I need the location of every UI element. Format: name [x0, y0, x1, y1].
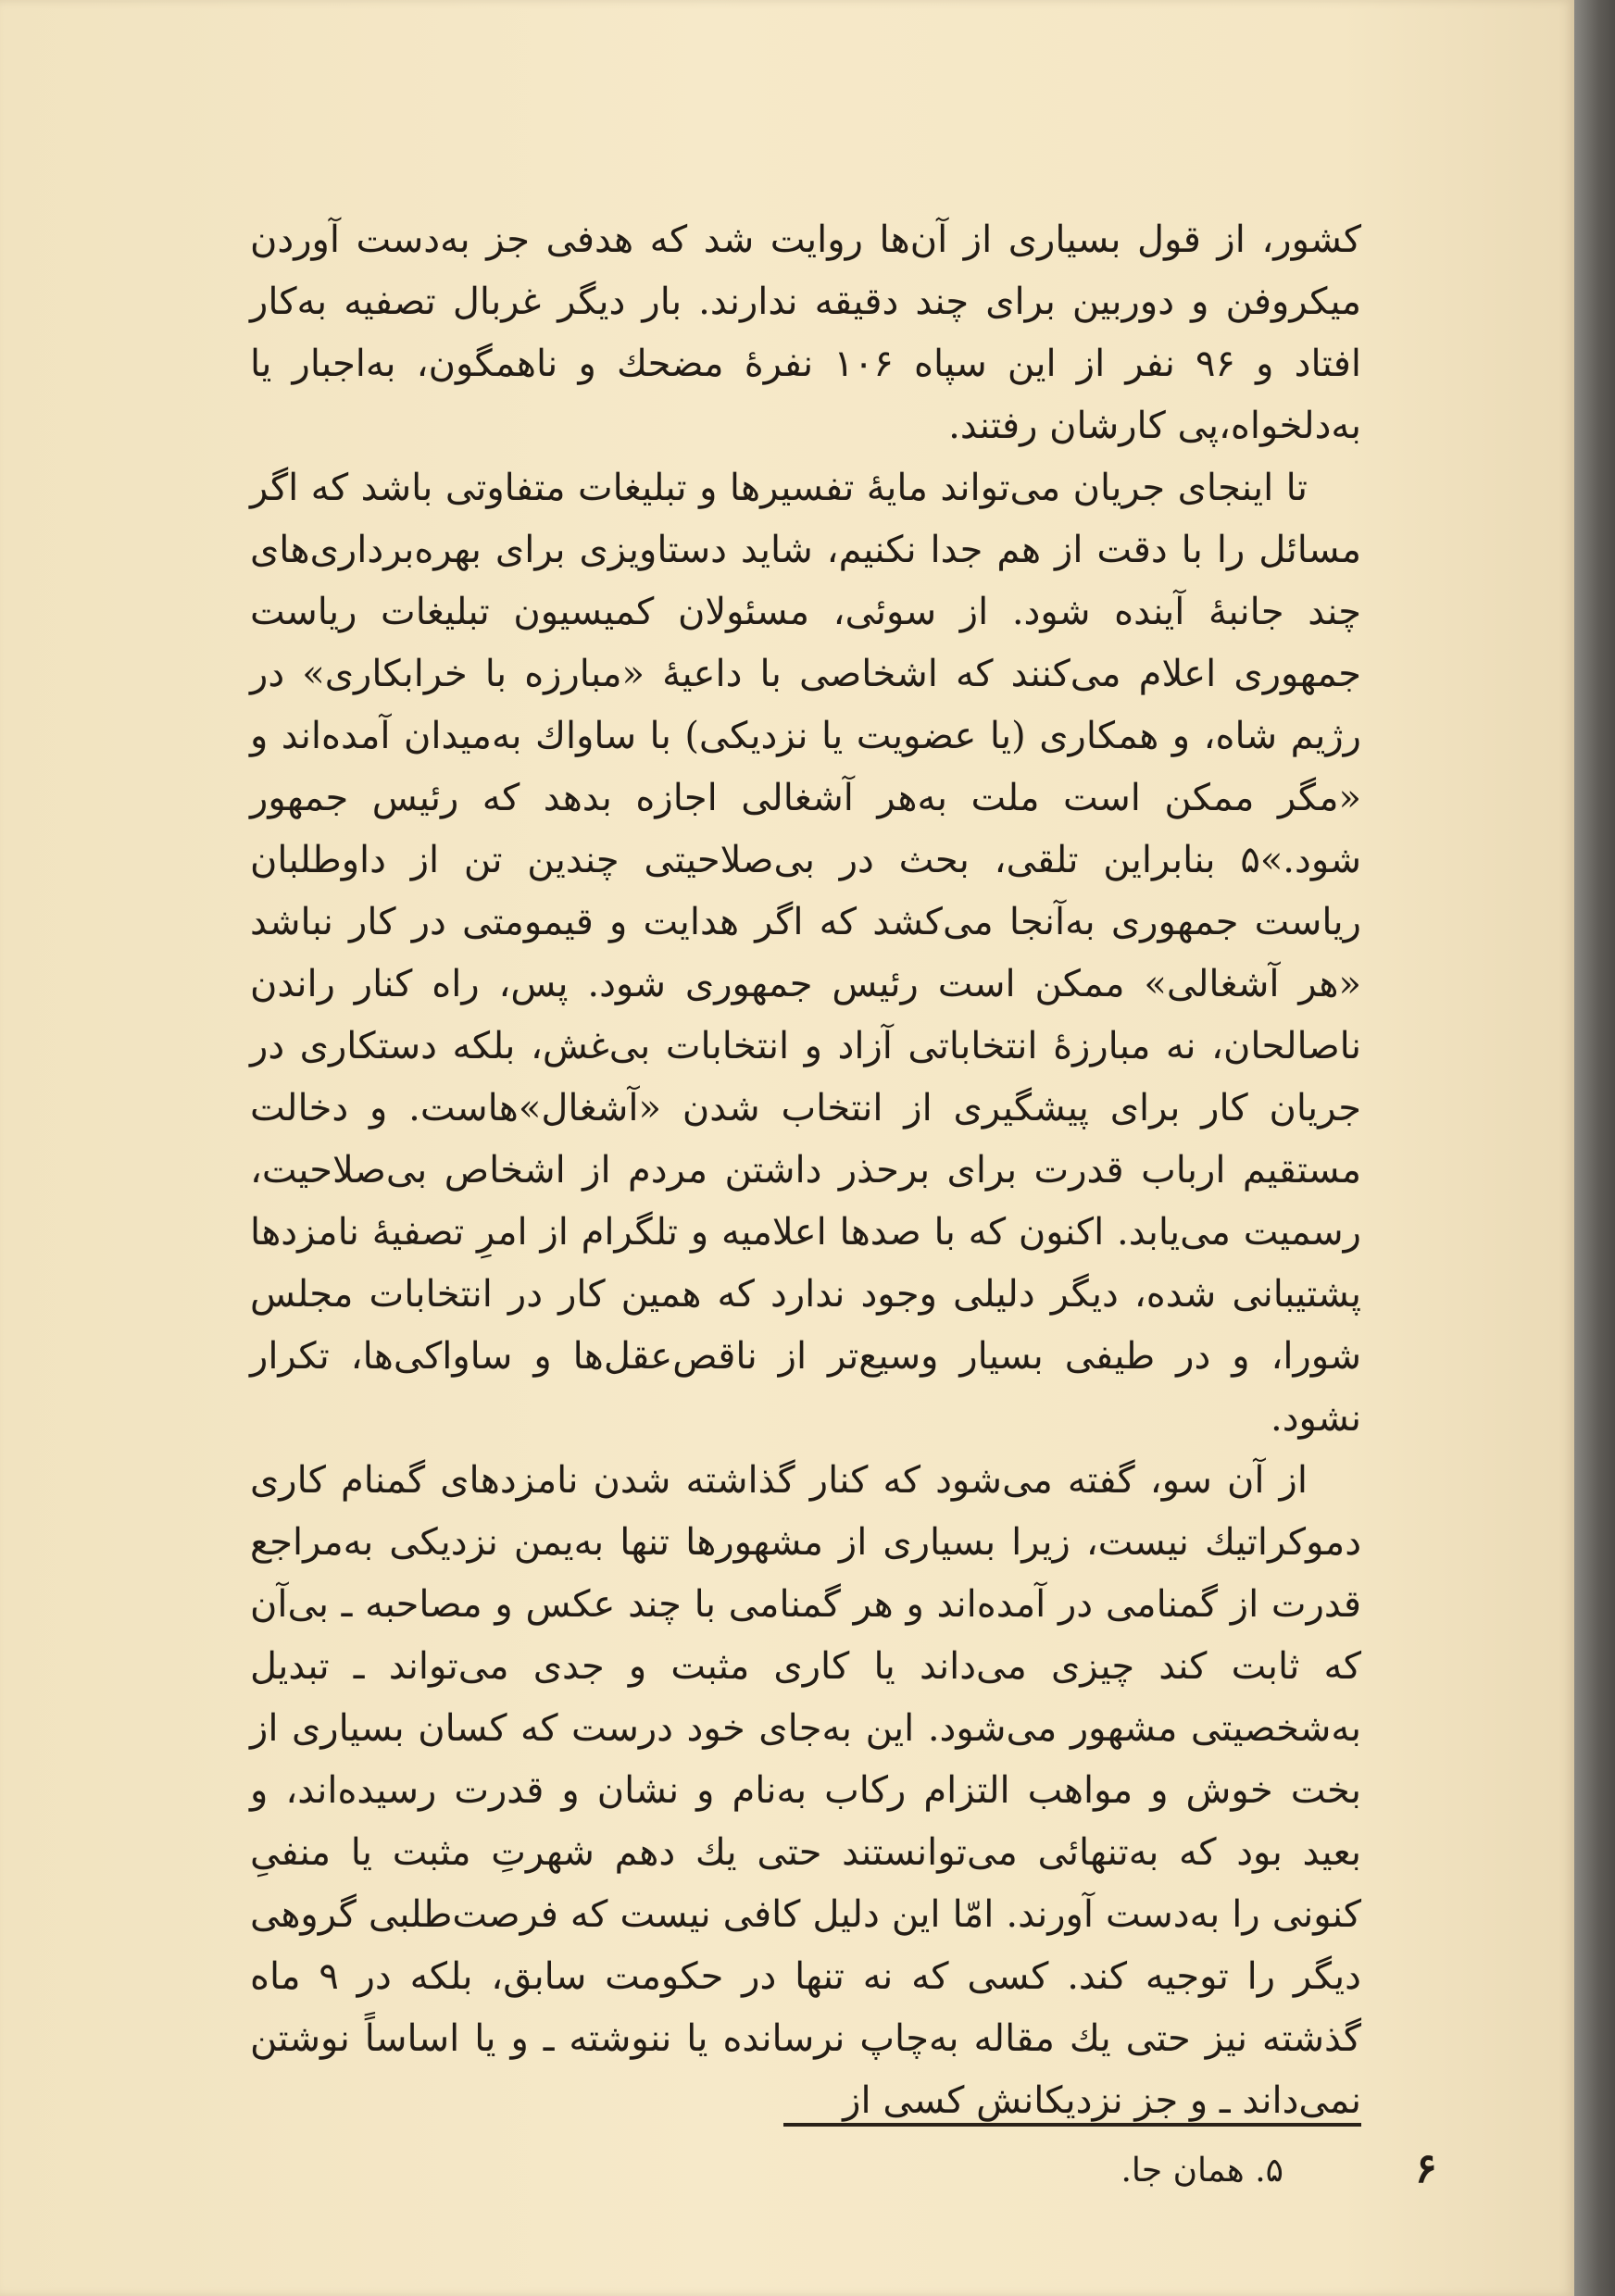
paragraph-1: کشور، از قول بسیاری از آن‌ها روایت شد که هدفی جز به‌دست آوردن میکروفن و دوربین برای چند دقیقه ندارند. بار دیگر غربال تصفیه به‌کار افتاد و ۹۶ نفر از این سپاه ۱۰۶ نفرهٔ مضحك و ناهمگون، به‌اجبار یا به‌دلخواه،پی کارشان رفتند. — [250, 218, 1361, 447]
scan-background-edge — [1574, 0, 1615, 2296]
footnote: ۵. همان جا. — [1120, 2152, 1283, 2190]
page-number: ۶ — [1415, 2145, 1437, 2192]
footnote-divider — [783, 2123, 1361, 2127]
paragraph-3: از آن سو، گفته می‌شود که کنار گذاشته شدن نامزدهای گمنام کاری دموکراتیك نیست، زیرا بسیاری از مشهورها تنها به‌یمن نزدیکی به‌مراجع قدرت از گمنامی در آمده‌اند و هر گمنامی با چند عکس و مصاحبه ـ بی‌آن که ثابت کند چیزی می‌داند یا کاری مثبت و جدی می‌تواند ـ تبدیل به‌شخصیتی مشهور می‌شود. این به‌جای خود درست که کسان بسیاری از بخت خوش و مواهب التزام رکاب به‌نام و نشان و قدرت رسیده‌اند، و بعید بود که به‌تنهائی می‌توانستند حتی یك دهم شهرتِ مثبت یا منفیِ کنونی را به‌دست آورند. امّا این دلیل کافی نیست که فرصت‌طلبی گروهی دیگر را توجیه کند. کسی که نه تنها در حکومت سابق، بلکه در ۹ ماه گذشته نیز حتی یك مقاله به‌چاپ نرسانده یا ننوشته ـ و یا اساساً نوشتن نمی‌داند ـ و جز نزدیکانش کسی از — [250, 1459, 1362, 2122]
paragraph-2: تا اینجای جریان می‌تواند مایهٔ تفسیرها و تبلیغات متفاوتی باشد که اگر مسائل را با دقت از هم جدا نکنیم، شاید دستاویزی برای بهره‌برداری‌های چند جانبهٔ آینده شود. از سوئی، مسئولان کمیسیون تبلیغات ریاست جمهوری اعلام می‌کنند که اشخاصی با داعیهٔ «مبارزه با خرابکاری» در رژیم شاه، و همکاری (یا عضویت یا نزدیکی) با ساواك به‌میدان آمده‌اند و «مگر ممکن است ملت به‌هر آشغالی اجازه بدهد که رئیس جمهور شود.»۵ بنابراین تلقی، بحث در بی‌صلاحیتی چندین تن از داوطلبان ریاست جمهوری به‌آنجا می‌کشد که اگر هدایت و قیمومتی در کار نباشد «هر آشغالی» ممکن است رئیس جمهوری شود. پس، راه کنار راندن ناصالحان، نه مبارزهٔ انتخاباتی آزاد و انتخابات بی‌غش، بلکه دستکاری در جریان کار برای پیشگیری از انتخاب شدن «آشغال»هاست. و دخالت مستقیم ارباب قدرت برای برحذر داشتن مردم از اشخاص بی‌صلاحیت، رسمیت می‌یابد. اکنون که با صدها اعلامیه و تلگرام از امرِ تصفیهٔ نامزدها پشتیبانی شده، دیگر دلیلی وجود ندارد که همین کار در انتخابات مجلس شورا، و در طیفی بسیار وسیع‌تر از ناقص‌عقل‌ها و ساواکی‌ها، تکرار نشود. — [250, 467, 1361, 1440]
body-text — [250, 209, 1361, 2132]
